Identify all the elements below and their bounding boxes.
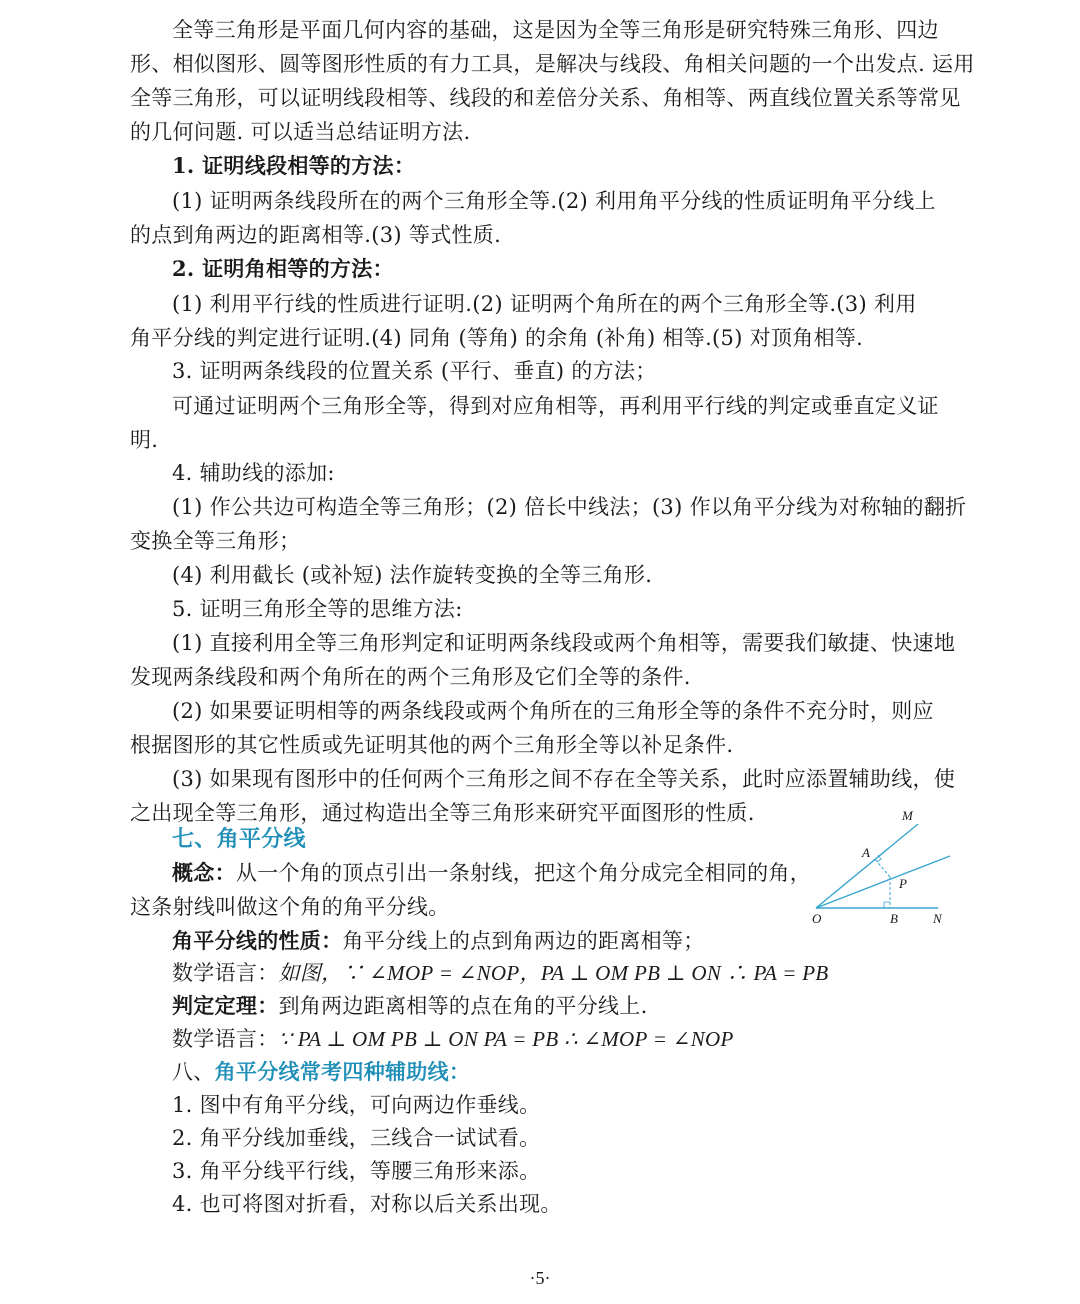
list-item: 3. 角平分线平行线，等腰三角形来添。 — [172, 1159, 541, 1183]
theorem-label: 判定定理： — [172, 993, 279, 1018]
section4-line-2: 变换全等三角形； — [130, 529, 301, 553]
section5-line-2: 发现两条线段和两个角所在的两个三角形及它们全等的条件. — [130, 665, 691, 689]
list-item: 2. 角平分线加垂线，三线合一试试看。 — [172, 1126, 541, 1150]
section3-line-2: 明. — [130, 428, 159, 452]
section8-heading — [172, 1056, 470, 1088]
section8-heading-prefix: 八、 — [172, 1060, 215, 1084]
math1-label: 数学语言： — [172, 961, 279, 985]
math1-text: 如图，∵ ∠MOP = ∠NOP，PA ⊥ OM PB ⊥ ON ∴ PA = PB — [278, 961, 829, 985]
concept-text-1: 从一个角的顶点引出一条射线，把这个角分成完全相同的角， — [235, 861, 812, 885]
label-o: O — [812, 911, 822, 926]
right-angle-b — [884, 902, 890, 908]
section3-title: 3. 证明两条线段的位置关系 (平行、垂直) 的方法； — [172, 359, 657, 383]
section5-line-1: (1) 直接利用全等三角形判定和证明两条线段或两个角相等，需要我们敏捷、快速地 — [172, 631, 956, 655]
theorem-line — [172, 990, 648, 1022]
section7-heading: 七、角平分线 — [172, 826, 306, 852]
angle-bisector-figure — [808, 802, 958, 930]
section4-line-3: (4) 利用截长 (或补短) 法作旋转变换的全等三角形. — [172, 563, 653, 587]
label-a: A — [862, 845, 870, 860]
concept-line-1 — [172, 857, 811, 889]
math2-text: ∵ PA ⊥ OM PB ⊥ ON PA = PB ∴ ∠MOP = ∠NOP — [278, 1027, 734, 1051]
list-item: 1. 图中有角平分线，可向两边作垂线。 — [172, 1093, 541, 1117]
ray-bisector — [816, 856, 950, 908]
theorem-text: 到角两边距离相等的点在角的平分线上. — [278, 994, 648, 1018]
ray-om — [816, 824, 918, 908]
math-language-1 — [172, 957, 829, 989]
section2-line-1: (1) 利用平行线的性质进行证明.(2) 证明两个角所在的两个三角形全等.(3) 利用 — [172, 292, 917, 316]
property-label: 角平分线的性质： — [172, 928, 343, 953]
section4-title: 4. 辅助线的添加: — [172, 461, 335, 485]
intro-line-3: 全等三角形，可以证明线段相等、线段的和差倍分关系、角相等、两直线位置关系等常见 — [130, 86, 961, 110]
math-language-2 — [172, 1023, 734, 1055]
segment-pa — [874, 858, 890, 877]
label-p: P — [899, 876, 907, 891]
section3-line-1: 可通过证明两个三角形全等，得到对应角相等，再利用平行线的判定或垂直定义证 — [172, 394, 939, 418]
section5-line-5: (3) 如果现有图形中的任何两个三角形之间不存在全等关系，此时应添置辅助线，使 — [172, 767, 956, 791]
section5-line-3: (2) 如果要证明相等的两条线段或两个角所在的三角形全等的条件不充分时，则应 — [172, 699, 934, 723]
section2-line-2: 角平分线的判定进行证明.(4) 同角 (等角) 的余角 (补角) 相等.(5) 对顶角相等. — [130, 326, 864, 350]
intro-line-1: 全等三角形是平面几何内容的基础，这是因为全等三角形是研究特殊三角形、四边 — [172, 18, 939, 42]
property-line — [172, 925, 705, 957]
right-angle-a — [877, 855, 881, 862]
intro-line-2: 形、相似图形、圆等图形性质的有力工具，是解决与线段、角相关问题的一个出发点. 运用 — [130, 52, 975, 76]
section4-line-1: (1) 作公共边可构造全等三角形；(2) 倍长中线法；(3) 作以角平分线为对称轴的翻折 — [172, 495, 967, 519]
label-n: N — [933, 911, 942, 926]
intro-line-4: 的几何问题. 可以适当总结证明方法. — [130, 120, 471, 144]
page-number: ·5· — [529, 1268, 551, 1288]
section2-title: 2. 证明角相等的方法： — [172, 256, 394, 281]
section1-line-2: 的点到角两边的距离相等.(3) 等式性质. — [130, 223, 502, 247]
section1-line-1: (1) 证明两条线段所在的两个三角形全等.(2) 利用角平分线的性质证明角平分线上 — [172, 189, 936, 213]
label-m: M — [902, 808, 913, 823]
concept-label: 概念： — [172, 860, 236, 885]
label-b: B — [890, 911, 898, 926]
section5-line-4: 根据图形的其它性质或先证明其他的两个三角形全等以补足条件. — [130, 733, 734, 757]
section8-heading-text: 角平分线常考四种辅助线： — [214, 1059, 471, 1084]
section1-title: 1. 证明线段相等的方法： — [172, 153, 416, 178]
section5-title: 5. 证明三角形全等的思维方法: — [172, 597, 463, 621]
section5-line-6: 之出现全等三角形，通过构造出全等三角形来研究平面图形的性质. — [130, 801, 755, 825]
concept-line-2: 这条射线叫做这个角的角平分线。 — [130, 895, 450, 919]
math2-label: 数学语言： — [172, 1027, 279, 1051]
property-text: 角平分线上的点到角两边的距离相等； — [342, 929, 705, 953]
list-item: 4. 也可将图对折看，对称以后关系出现。 — [172, 1192, 562, 1216]
